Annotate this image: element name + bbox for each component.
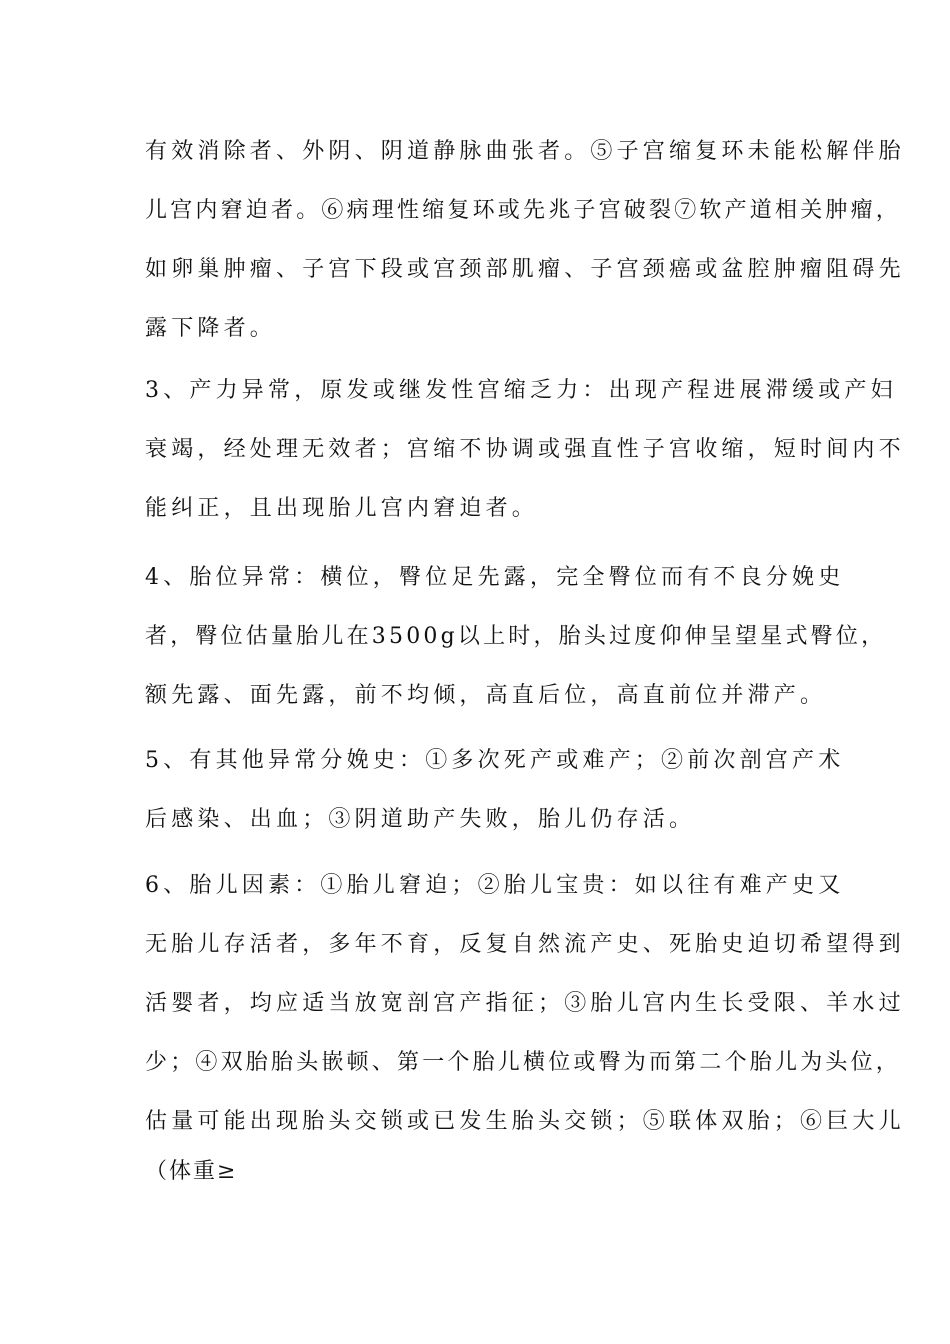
text-line: 估量可能出现胎头交锁或已发生胎头交锁；⑤联体双胎；⑥巨大儿 xyxy=(145,1109,905,1134)
text-line: 3、产力异常，原发或继发性宫缩乏力：出现产程进展滞缓或产妇 xyxy=(145,378,897,403)
text-line: 少；④双胎胎头嵌顿、第一个胎儿横位或臀为而第二个胎儿为头位， xyxy=(145,1050,902,1075)
text-line: 5、有其他异常分娩史：①多次死产或难产；②前次剖宫产术 xyxy=(145,748,845,773)
text-line: 能纠正，且出现胎儿宫内窘迫者。 xyxy=(145,496,539,521)
text-line: （体重≥ xyxy=(145,1159,238,1184)
text-line: 活婴者，均应适当放宽剖宫产指征；③胎儿宫内生长受限、羊水过 xyxy=(145,991,905,1016)
text-line: 如卵巢肿瘤、子宫下段或宫颈部肌瘤、子宫颈癌或盆腔肿瘤阻碍先 xyxy=(145,257,905,282)
text-line: 4、胎位异常：横位，臀位足先露，完全臀位而有不良分娩史 xyxy=(145,565,845,590)
text-line: 衰竭，经处理无效者；宫缩不协调或强直性子宫收缩，短时间内不 xyxy=(145,437,905,462)
text-line: 者，臀位估量胎儿在3500g以上时，胎头过度仰伸呈望星式臀位， xyxy=(145,624,887,649)
text-line: 无胎儿存活者，多年不育，反复自然流产史、死胎史迫切希望得到 xyxy=(145,932,905,957)
text-line: 儿宫内窘迫者。⑥病理性缩复环或先兆子宫破裂⑦软产道相关肿瘤， xyxy=(145,198,902,223)
text-line: 额先露、面先露，前不均倾，高直后位，高直前位并滞产。 xyxy=(145,683,827,708)
text-line: 6、胎儿因素：①胎儿窘迫；②胎儿宝贵：如以往有难产史又 xyxy=(145,873,845,898)
text-line: 露下降者。 xyxy=(145,316,277,341)
text-line: 有效消除者、外阴、阴道静脉曲张者。⑤子宫缩复环未能松解伴胎 xyxy=(145,139,905,164)
text-line: 后感染、出血；③阴道助产失败，胎儿仍存活。 xyxy=(145,807,696,832)
